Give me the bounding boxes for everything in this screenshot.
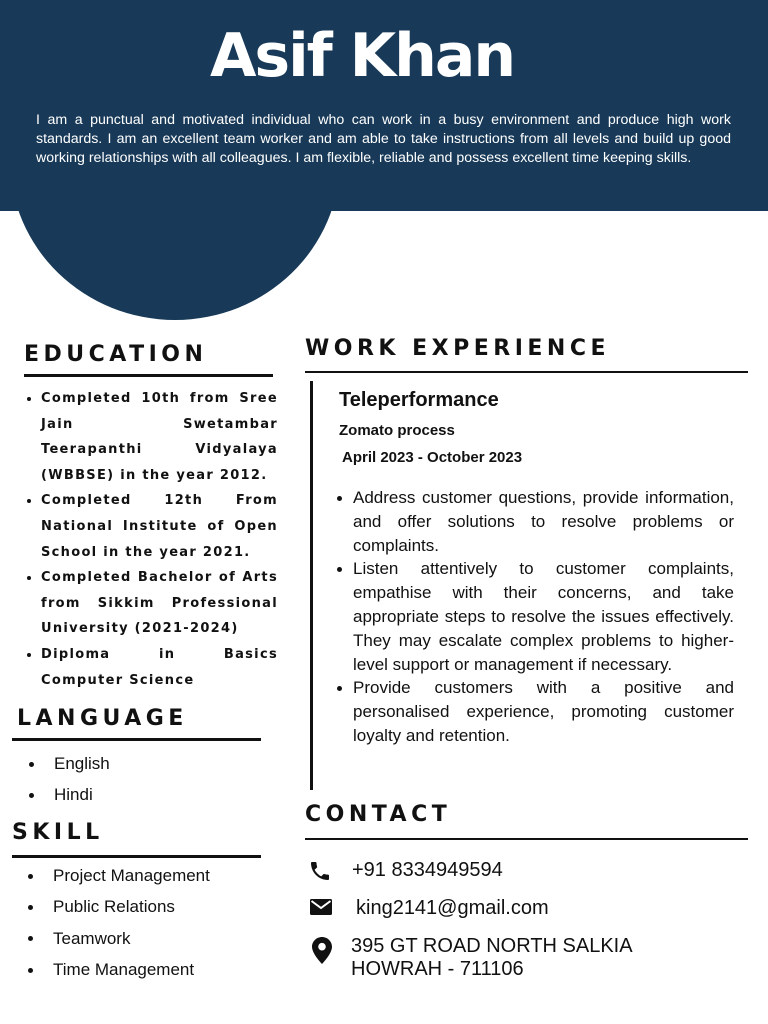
work-experience-heading: WORK EXPERIENCE [305, 336, 610, 361]
education-item: Completed Bachelor of Arts from Sikkim Professional University (2021-2024) [24, 565, 278, 642]
company-name: Teleperformance [339, 389, 499, 411]
contact-email-row [308, 896, 748, 924]
contact-divider [305, 838, 748, 840]
contact-phone-row [308, 858, 748, 886]
language-item: Hindi [25, 779, 255, 810]
job-duty-item: Address customer questions, provide information, and offer solutions to resolve problems or complaints. [334, 486, 734, 557]
skill-item: Project Management [24, 860, 254, 891]
skill-list [24, 860, 254, 985]
work-timeline-line [310, 381, 313, 790]
education-item: Completed 12th From National Institute of Open School in the year 2021. [24, 488, 278, 565]
language-list [25, 748, 255, 810]
skill-heading: SKILL [12, 820, 104, 845]
education-item: Completed 10th from Sree Jain Swetambar Teerapanthi Vidyalaya (WBBSE) in the year 2012. [24, 386, 278, 488]
phone-icon [308, 859, 332, 888]
work-experience-divider [305, 371, 748, 373]
language-divider [12, 738, 261, 741]
skill-divider [12, 855, 261, 858]
profile-summary: I am a punctual and motivated individual who can work in a busy environment and produce high work standards. I am an excellent team worker and am able to take instructions from all levels and build up good working relationships with all colleagues. I am flexible, reliable and possess excellent time keeping skills. [36, 112, 731, 167]
language-item: English [25, 748, 255, 779]
job-process: Zomato process [339, 422, 455, 439]
contact-address: 395 GT ROAD NORTH SALKIA HOWRAH - 711106 [351, 935, 633, 980]
location-pin-icon [312, 937, 332, 969]
candidate-name: Asif Khan [209, 21, 515, 91]
header-banner [0, 0, 768, 211]
contact-phone: +91 8334949594 [352, 859, 503, 881]
education-heading: EDUCATION [24, 342, 208, 367]
job-dates: April 2023 - October 2023 [342, 449, 523, 466]
contact-address-row [308, 935, 748, 985]
education-divider [24, 374, 273, 377]
contact-email: king2141@gmail.com [356, 897, 549, 919]
skill-item: Teamwork [24, 923, 254, 954]
job-duty-item: Provide customers with a positive and personalised experience, promoting customer loyalty and retention. [334, 676, 734, 747]
education-list [24, 386, 278, 693]
job-duty-item: Listen attentively to customer complaints, empathise with their concerns, and take appropriate steps to resolve the issues effectively. They may escalate complex problems to higher-level support or management if necessary. [334, 557, 734, 676]
skill-item: Public Relations [24, 891, 254, 922]
job-duties-list [334, 486, 734, 748]
envelope-icon [310, 898, 332, 921]
contact-heading: CONTACT [305, 802, 452, 827]
skill-item: Time Management [24, 954, 254, 985]
language-heading: LANGUAGE [17, 706, 188, 731]
education-item: Diploma in Basics Computer Science [24, 642, 278, 693]
